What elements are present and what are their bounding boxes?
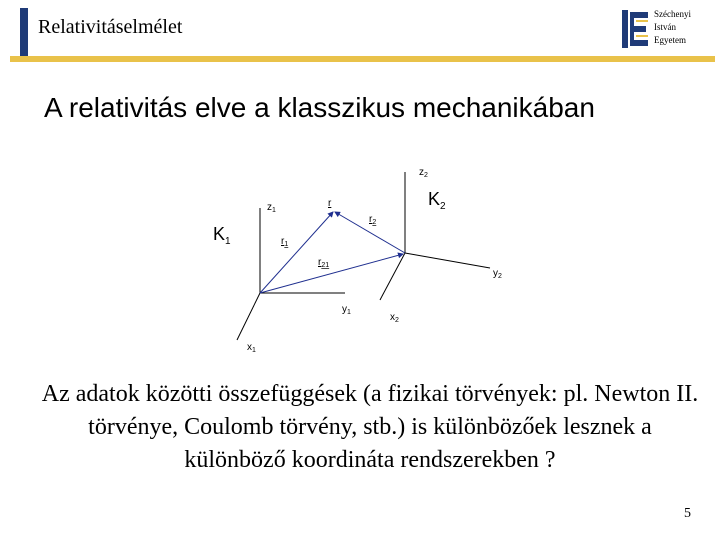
vector-r21	[260, 254, 403, 293]
x2-axis	[380, 253, 405, 300]
x2-name: x	[390, 312, 395, 323]
vector-r-name: r	[328, 198, 332, 209]
z1-sub: 1	[272, 207, 276, 214]
page-number: 5	[684, 506, 691, 521]
frame-k1-sub: 1	[225, 236, 231, 247]
x2-sub: 2	[395, 317, 399, 324]
coordinate-frames-diagram	[195, 160, 525, 365]
frame-k2-label	[428, 189, 446, 212]
logo-text	[654, 8, 691, 47]
z2-label	[419, 167, 428, 179]
vector-r21-label	[318, 257, 329, 269]
y1-name: y	[342, 304, 347, 315]
frame-k1-label	[213, 224, 231, 247]
y1-sub: 1	[347, 309, 351, 316]
vector-r1	[260, 212, 333, 293]
y2-sub: 2	[498, 273, 502, 280]
header-accent-bar	[20, 8, 28, 60]
vector-r2-name: r	[369, 214, 373, 225]
frame-k1-name: K	[213, 224, 226, 244]
y2-name: y	[493, 268, 498, 279]
logo-line: Széchenyi	[654, 9, 691, 19]
z1-name: z	[267, 202, 272, 213]
z2-sub: 2	[424, 172, 428, 179]
vector-r1-label	[281, 236, 288, 248]
header-divider	[10, 56, 715, 62]
logo-line: István	[654, 22, 676, 32]
frame-k2-sub: 2	[440, 201, 446, 212]
z1-label	[267, 202, 276, 214]
university-logo-icon	[620, 8, 652, 50]
vector-r21-name: r	[318, 257, 322, 268]
frame-k2-name: K	[428, 189, 441, 209]
vector-r2-sub: 2	[372, 219, 377, 226]
z2-name: z	[419, 167, 424, 178]
x1-name: x	[247, 342, 252, 353]
y2-axis	[405, 253, 490, 268]
x2-label	[390, 312, 399, 324]
y1-label	[342, 304, 351, 316]
y2-label	[493, 268, 502, 280]
x1-axis	[237, 293, 260, 340]
x1-label	[247, 342, 256, 354]
vector-r1-name: r	[281, 236, 285, 247]
vector-r1-sub: 1	[284, 241, 289, 248]
vector-r2-label	[369, 214, 376, 226]
vector-r-label	[328, 198, 332, 209]
slide-title: A relativitás elve a klasszikus mechanikában	[44, 92, 595, 123]
vector-r21-sub: 21	[321, 262, 330, 269]
x1-sub: 1	[252, 347, 256, 354]
logo-line: Egyetem	[654, 35, 686, 45]
header-title: Relativitáselmélet	[38, 16, 183, 38]
slide-body-text: Az adatok közötti összefüggések (a fizikai törvények: pl. Newton II. törvénye, Coulomb törvény, stb.) is különbözőek lesznek a különböző koordináta rendszerekben ?	[41, 381, 699, 473]
